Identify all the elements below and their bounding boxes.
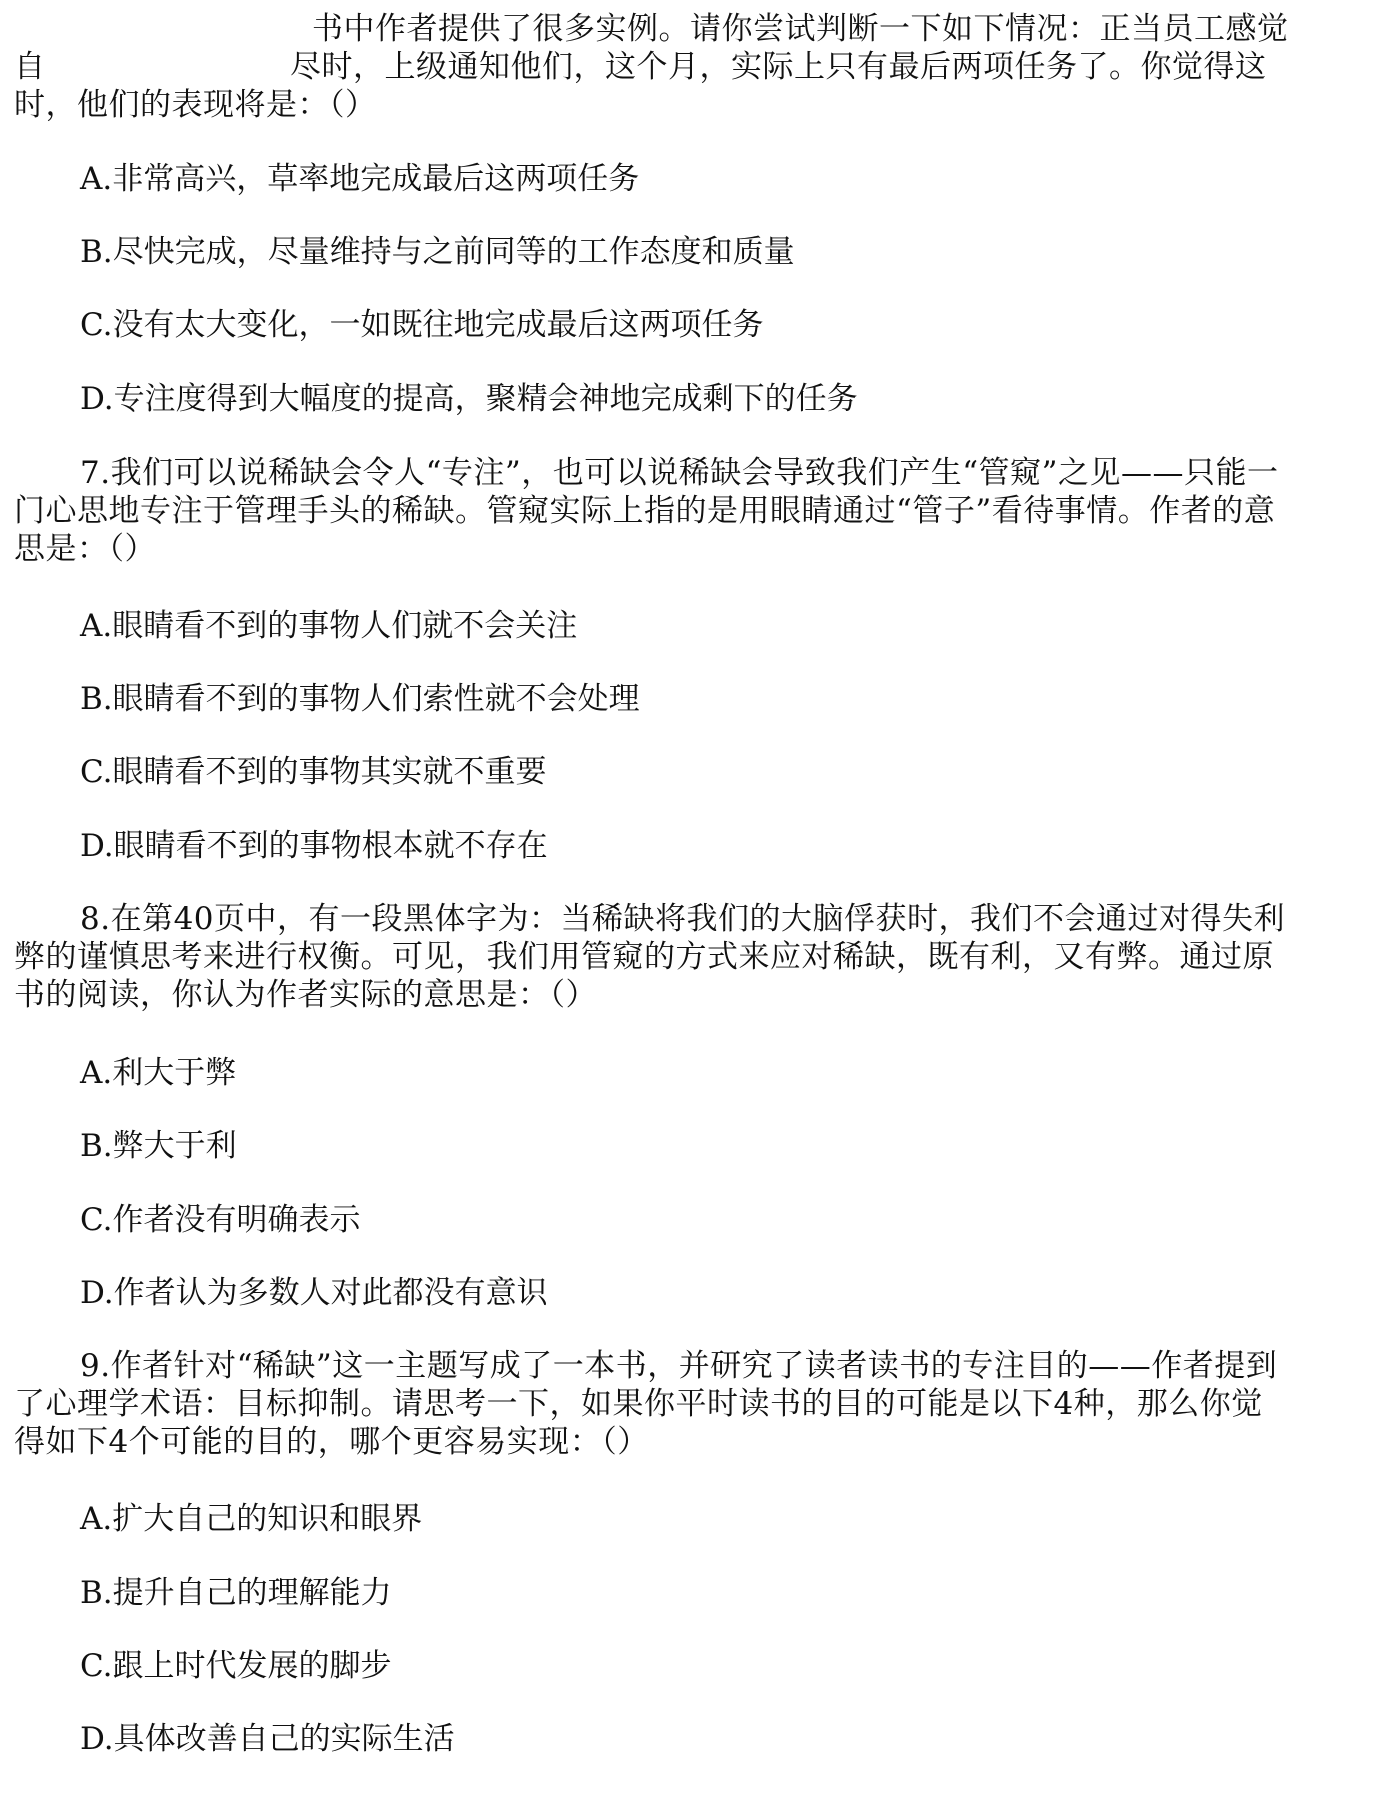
q9-line-1: 9.作者针对“稀缺”这一主题写成了一本书，并研究了读者读书的专注目的——作者提到 [80,1348,1278,1384]
q7-option-b: B.眼睛看不到的事物人们索性就不会处理 [80,681,640,717]
q7-option-a: A.眼睛看不到的事物人们就不会关注 [80,608,578,644]
q6-line-3: 时，他们的表现将是：（） [14,87,377,123]
q7-line-1: 7.我们可以说稀缺会令人“专注”，也可以说稀缺会导致我们产生“管窥”之见——只能一 [80,455,1279,491]
q6-option-c: C.没有太大变化，一如既往地完成最后这两项任务 [80,307,764,343]
q9-line-2: 了心理学术语：目标抑制。请思考一下，如果你平时读书的目的可能是以下4种，那么你觉 [14,1386,1263,1422]
q6-option-b: B.尽快完成，尽量维持与之前同等的工作态度和质量 [80,234,795,270]
q9-option-d: D.具体改善自己的实际生活 [80,1721,455,1757]
q9-option-b: B.提升自己的理解能力 [80,1575,392,1611]
q6-line-2-start: 自 [14,49,46,85]
q6-option-d: D.专注度得到大幅度的提高，聚精会神地完成剩下的任务 [80,381,858,417]
q8-line-2: 弊的谨慎思考来进行权衡。可见，我们用管窥的方式来应对稀缺，既有利，又有弊。通过原 [14,939,1274,975]
q7-option-d: D.眼睛看不到的事物根本就不存在 [80,828,548,864]
q9-option-a: A.扩大自己的知识和眼界 [80,1501,423,1537]
q7-line-3: 思是：（） [14,531,156,567]
q8-line-3: 书的阅读，你认为作者实际的意思是：（） [14,977,597,1013]
q7-option-c: C.眼睛看不到的事物其实就不重要 [80,754,547,790]
q8-line-1: 8.在第40页中，有一段黑体字为：当稀缺将我们的大脑俘获时，我们不会通过对得失利 [80,901,1286,937]
q9-line-3: 得如下4个可能的目的，哪个更容易实现：（） [14,1424,649,1460]
q8-option-b: B.弊大于利 [80,1128,237,1164]
q9-option-c: C.跟上时代发展的脚步 [80,1648,392,1684]
q7-line-2: 门心思地专注于管理手头的稀缺。管窥实际上指的是用眼睛通过“管子”看待事情。作者的意 [14,493,1276,529]
q6-line-1: 书中作者提供了很多实例。请你尝试判断一下如下情况：正当员工感觉 [312,11,1289,47]
q6-option-a: A.非常高兴，草率地完成最后这两项任务 [80,161,640,197]
q8-option-c: C.作者没有明确表示 [80,1202,361,1238]
q8-option-a: A.利大于弊 [80,1055,237,1091]
q8-option-d: D.作者认为多数人对此都没有意识 [80,1275,548,1311]
q6-line-2: 尽时，上级通知他们，这个月，实际上只有最后两项任务了。你觉得这 [290,49,1267,85]
